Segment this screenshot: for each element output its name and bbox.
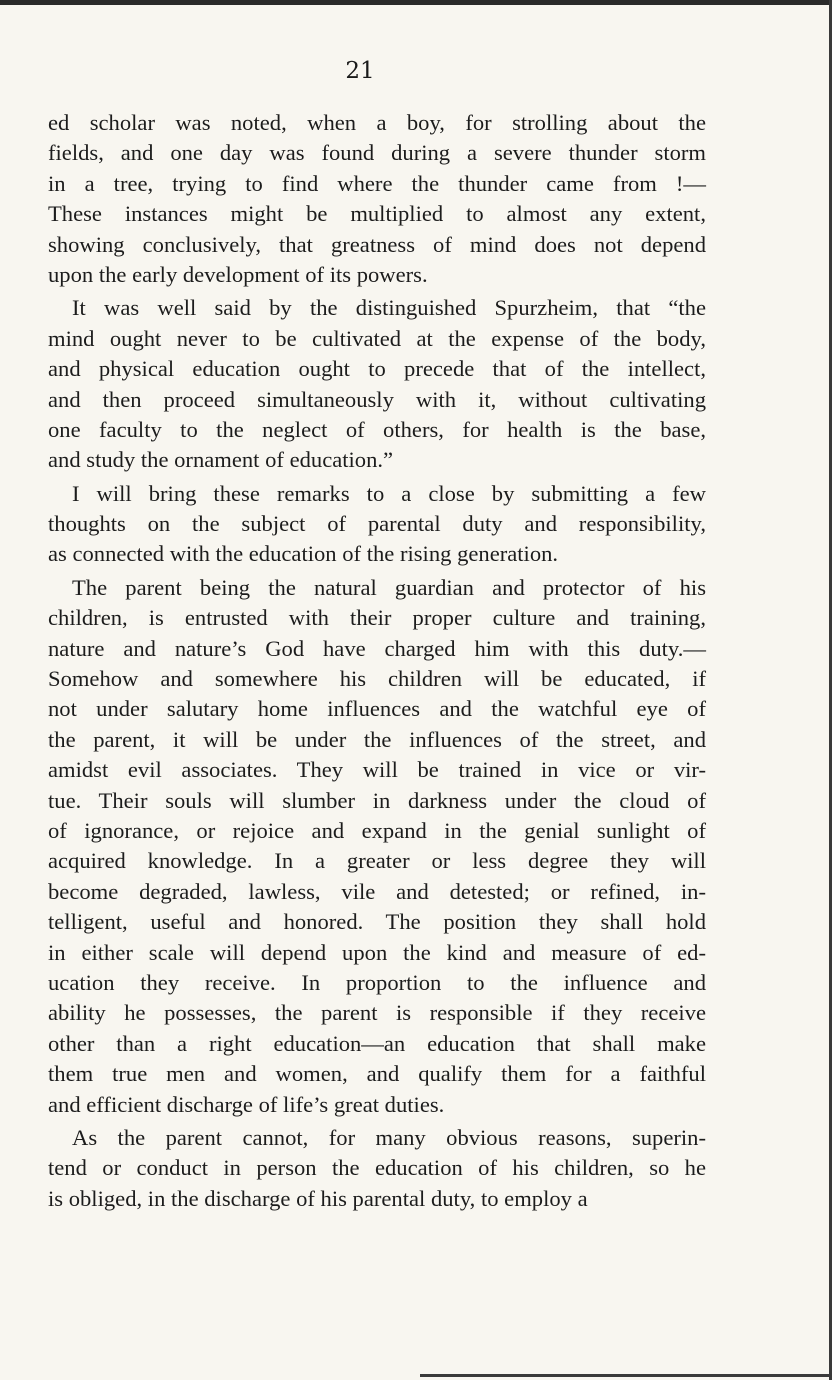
text-line: and study the ornament of education.”	[48, 447, 394, 473]
text-line: thoughts on the subject of parental duty and responsibility,	[48, 511, 706, 537]
paragraph	[48, 1123, 706, 1214]
text-line: ed scholar was noted, when a boy, for strolling about the	[48, 110, 706, 135]
paragraph	[48, 108, 706, 290]
text-line: telligent, useful and honored. The position they shall hold	[48, 909, 706, 935]
text-line: tue. Their souls will slumber in darkness under the cloud of	[48, 787, 706, 813]
text-line: one faculty to the neglect of others, for health is the base,	[48, 416, 706, 442]
text-line: and efficient discharge of life’s great duties.	[48, 1091, 445, 1117]
text-line: mind ought never to be cultivated at the expense of the body,	[48, 325, 706, 351]
text-line: the parent, it will be under the influences of the street, and	[48, 726, 706, 752]
text-line: fields, and one day was found during a severe thunder storm	[48, 140, 706, 166]
paragraph	[48, 293, 706, 475]
text-line: of ignorance, or rejoice and expand in the genial sunlight of	[48, 817, 706, 843]
text-line: ability he possesses, the parent is responsible if they receive	[48, 1000, 706, 1026]
text-line: is obliged, in the discharge of his parental duty, to employ a	[48, 1185, 588, 1211]
text-line: amidst evil associates. They will be trained in vice or vir-	[48, 757, 706, 783]
text-line: and physical education ought to precede that of the intellect,	[48, 356, 706, 382]
body-text	[48, 108, 706, 1217]
top-page-edge	[0, 0, 832, 5]
text-line: Somehow and somewhere his children will be educated, if	[48, 666, 706, 692]
text-line: The parent being the natural guardian and protector of his	[72, 574, 706, 600]
text-line: other than a right education—an education that shall make	[48, 1030, 706, 1056]
text-line: It was well said by the distinguished Spurzheim, that “the	[72, 295, 706, 321]
text-line: become degraded, lawless, vile and detested; or refined, in-	[48, 878, 706, 904]
text-line: nature and nature’s God have charged him with this duty.—	[48, 635, 706, 661]
text-line: I will bring these remarks to a close by submitting a few	[72, 480, 706, 506]
text-line: As the parent cannot, for many obvious reasons, superin-	[72, 1124, 706, 1150]
text-line: them true men and women, and qualify them for a faithful	[48, 1061, 706, 1087]
text-line: acquired knowledge. In a greater or less degree they will	[48, 848, 706, 874]
text-line: These instances might be multiplied to almost any extent,	[48, 201, 706, 227]
text-line: tend or conduct in person the education of his children, so he	[48, 1155, 706, 1181]
text-line: children, is entrusted with their proper culture and training,	[48, 605, 706, 631]
text-line: not under salutary home influences and the watchful eye of	[48, 696, 706, 722]
text-line: and then proceed simultaneously with it, without cultivating	[48, 386, 706, 412]
text-line: ucation they receive. In proportion to the influence and	[48, 969, 706, 995]
text-line: in either scale will depend upon the kind and measure of ed-	[48, 939, 706, 965]
paragraph	[48, 573, 706, 1120]
text-line: showing conclusively, that greatness of mind does not depend	[48, 231, 706, 257]
text-line: as connected with the education of the rising generation.	[48, 541, 559, 567]
text-line: upon the early development of its powers.	[48, 261, 428, 287]
bottom-page-edge	[420, 1374, 832, 1377]
paragraph	[48, 479, 706, 570]
page-number: 21	[345, 58, 375, 84]
text-line: in a tree, trying to find where the thunder came from !—	[48, 170, 706, 196]
